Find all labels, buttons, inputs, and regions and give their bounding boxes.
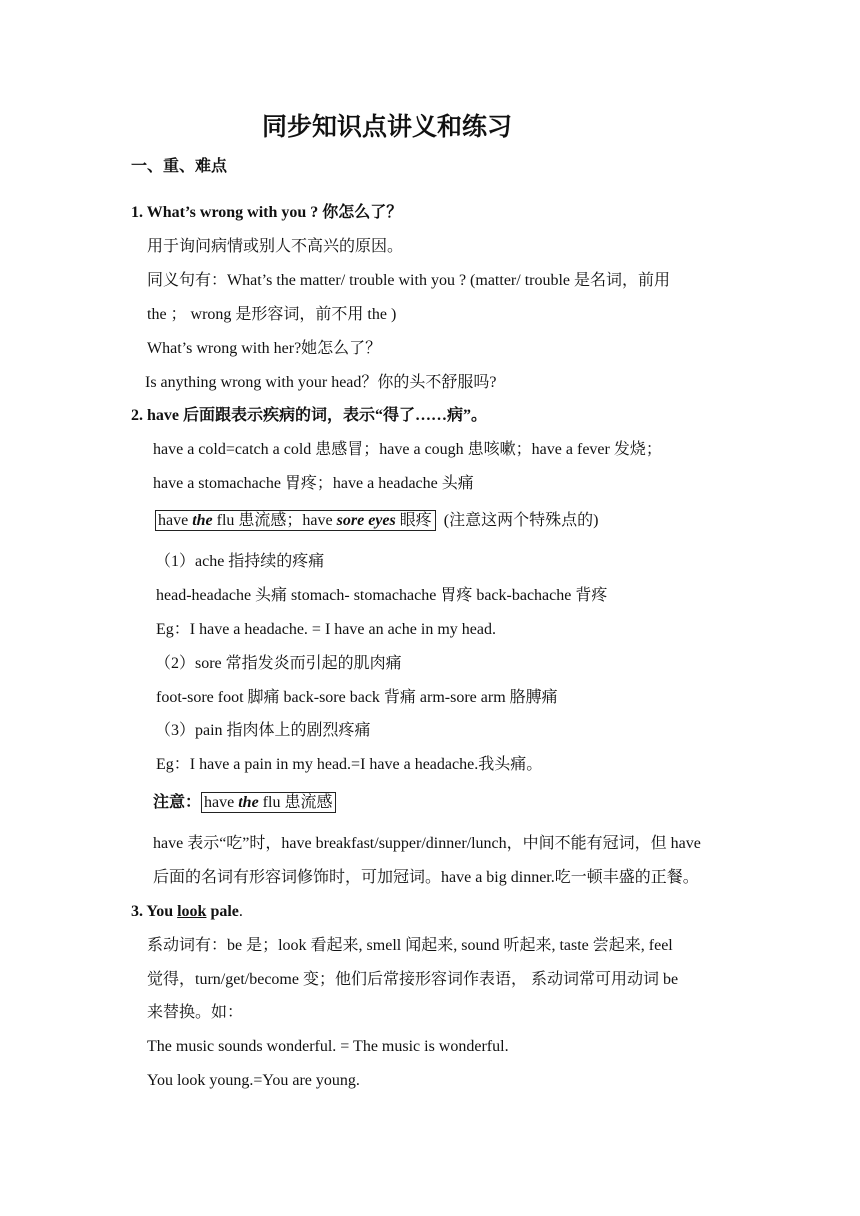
point2-line: have a stomachache 胃疼；have a headache 头痛	[153, 475, 474, 492]
boxed-note: have the flu 患流感；have sore eyes 眼疼	[155, 510, 436, 531]
point3-line: 来替换。如：	[147, 1004, 244, 1021]
point3-line: The music sounds wonderful. = The music is wonderful.	[147, 1038, 509, 1055]
flu-sore-eyes-line	[155, 511, 598, 531]
point3-heading: 3. You look pale.	[131, 903, 243, 920]
point1-line: 同义句有：What’s the matter/ trouble with you ? (matter/ trouble 是名词，前用	[147, 272, 671, 289]
page-title: 同步知识点讲义和练习	[262, 114, 513, 141]
point1-line: Is anything wrong with your head？你的头不舒服吗?	[145, 374, 497, 391]
note-line	[153, 793, 336, 813]
have-eat-line: have 表示“吃”时，have breakfast/supper/dinner/lunch，中间不能有冠词，但 have	[153, 835, 701, 852]
sore-title: （2）sore 常指发炎而引起的肌肉痛	[155, 655, 402, 672]
point1-line: 用于询问病情或别人不高兴的原因。	[147, 238, 404, 255]
point1-line: What’s wrong with her?她怎么了？	[147, 340, 382, 357]
note-label: 注意：	[153, 794, 202, 811]
pain-title: （3）pain 指肉体上的剧烈疼痛	[155, 722, 371, 739]
have-eat-line: 后面的名词有形容词修饰时，可加冠词。have a big dinner.吃一顿丰盛的正餐。	[153, 869, 699, 886]
point2-line: have a cold=catch a cold 患感冒；have a cough 患咳嗽；have a fever 发烧；	[153, 441, 662, 458]
boxed-note: have the flu 患流感	[201, 792, 336, 813]
ache-examples: head-headache 头痛 stomach- stomachache 胃疼 back-bachache 背疼	[156, 587, 608, 604]
boxed-note-remark: (注意这两个特殊点的)	[443, 512, 599, 529]
point1-heading: 1. What’s wrong with you ? 你怎么了？	[131, 204, 403, 221]
point3-line: You look young.=You are young.	[147, 1072, 360, 1089]
point1-line: the ； wrong 是形容词，前不用 the )	[147, 306, 397, 323]
point3-line: 觉得，turn/get/become 变；他们后常接形容词作表语， 系动词常可用动词 be	[147, 971, 679, 988]
ache-title: （1）ache 指持续的疼痛	[155, 553, 325, 570]
point2-heading: 2. have 后面跟表示疾病的词，表示“得了……病”。	[131, 407, 488, 424]
sore-examples: foot-sore foot 脚痛 back-sore back 背痛 arm-sore arm 胳膊痛	[156, 689, 558, 706]
pain-example-sentence: Eg：I have a pain in my head.=I have a headache.我头痛。	[156, 756, 543, 773]
point3-line: 系动词有：be 是；look 看起来, smell 闻起来, sound 听起来, taste 尝起来, feel	[147, 937, 673, 954]
section-heading: 一、重、难点	[131, 158, 228, 175]
ache-example-sentence: Eg：I have a headache. = I have an ache in my head.	[156, 621, 496, 638]
